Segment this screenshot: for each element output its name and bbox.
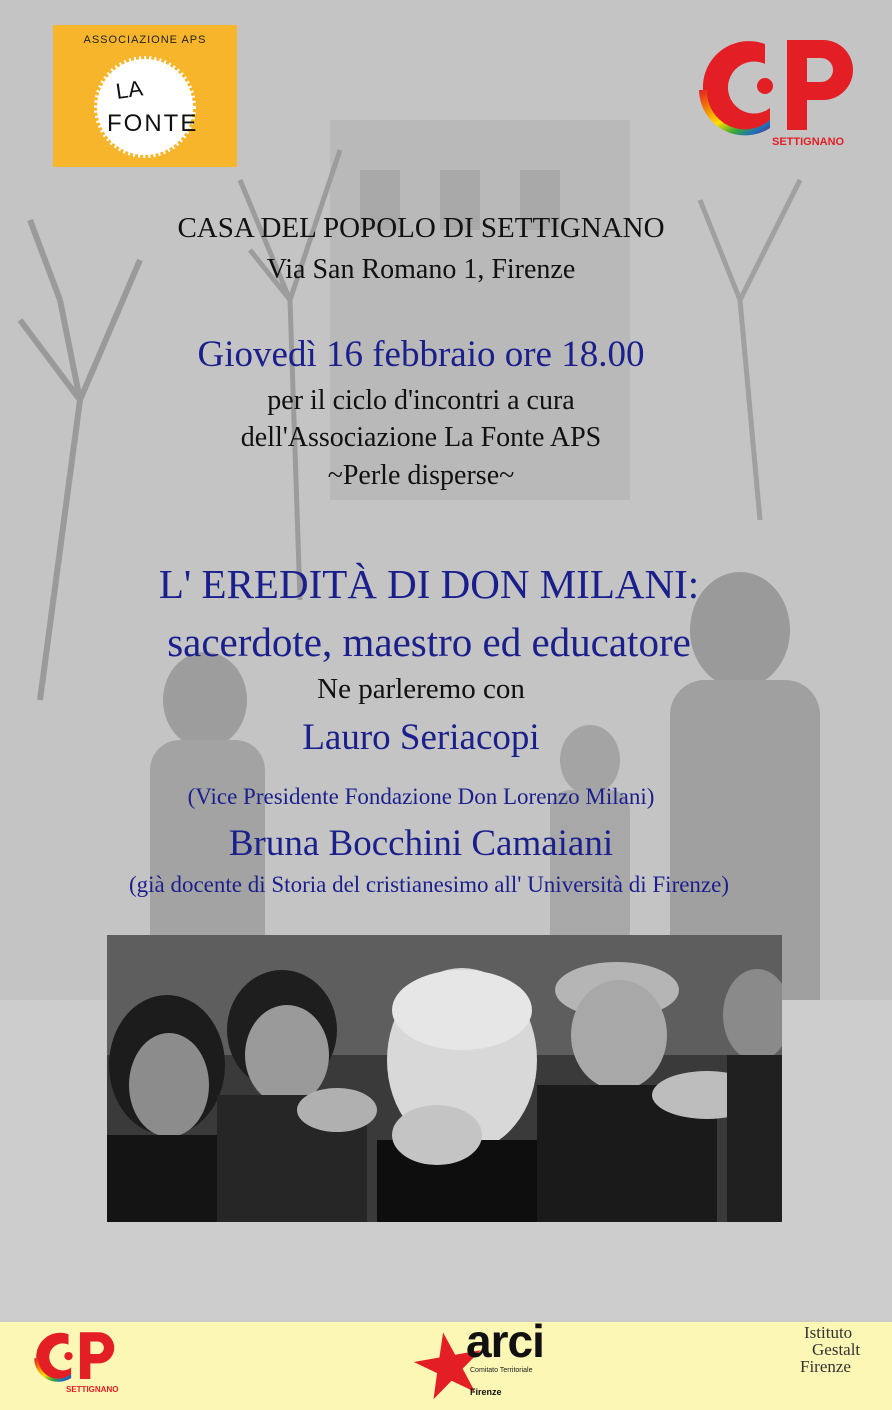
cycle-line-1: per il ciclo d'incontri a cura [267,385,575,416]
lafonte-assoc-label: ASSOCIAZIONE APS [83,34,207,46]
svg-text:LA: LA [114,75,145,104]
speaker-1-name: Lauro Seriacopi [302,717,540,758]
speaker-1-role: (Vice Presidente Fondazione Don Lorenzo Milani) [187,784,655,809]
speaker-2-role: (già docente di Storia del cristianesimo all' Università di Firenze) [128,872,730,897]
talk-intro: Ne parleremo con [317,673,525,705]
lafonte-logo [53,25,237,167]
venue-address: Via San Romano 1, Firenze [266,254,576,285]
arci-wordmark: arci [466,1315,544,1367]
don-milani-photo [107,935,782,1222]
cycle-line-2: dell'Associazione La Fonte APS [240,422,602,453]
igf-line-1: Istituto [804,1323,853,1342]
arci-city: Firenze [470,1387,502,1397]
event-title-line-2: sacerdote, maestro ed educatore [167,619,691,665]
igf-line-2: Gestalt [812,1340,861,1359]
casa-del-popolo-logo-bottom [30,1327,120,1392]
cycle-line-3: ~Perle disperse~ [327,460,515,491]
speaker-2-name: Bruna Bocchini Camaiani [228,823,614,864]
lafonte-emblem-icon [83,55,207,159]
cp-settignano-caption-bottom: SETTIGNANO [66,1385,119,1394]
venue-name: CASA DEL POPOLO DI SETTIGNANO [177,212,665,244]
event-title-line-1: L' EREDITÀ DI DON MILANI: [158,561,700,607]
igf-line-3: Firenze [800,1357,851,1376]
cp-settignano-caption-top: SETTIGNANO [772,136,845,148]
arci-subtitle: Comitato Territoriale [470,1367,533,1374]
svg-text:FONTE: FONTE [107,110,199,137]
event-date-time: Giovedì 16 febbraio ore 18.00 [197,334,645,375]
istituto-gestalt-firenze-logo [800,1324,890,1375]
